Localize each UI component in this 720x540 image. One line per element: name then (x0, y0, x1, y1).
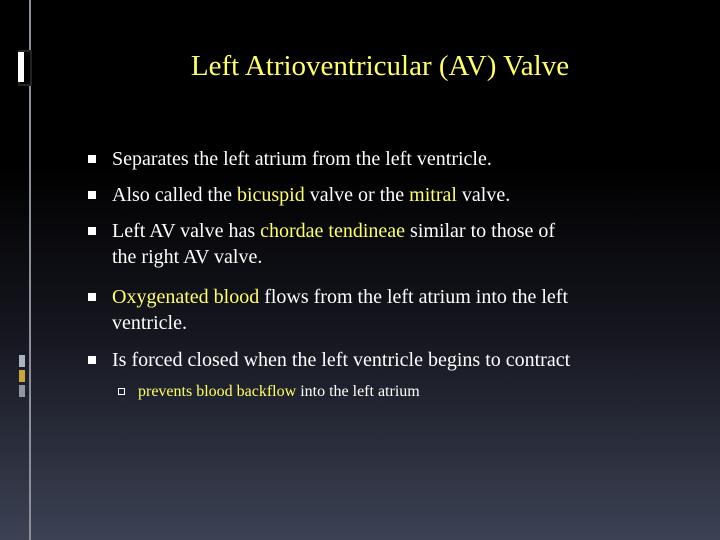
bullet-4 (112, 284, 672, 336)
decorative-block-mid2 (19, 370, 25, 382)
bullet-marker (88, 155, 96, 163)
bullet-3 (112, 218, 672, 270)
sub-bullet-highlight: prevents blood backflow (138, 383, 297, 400)
bullet-4-text-b: ventricle. (112, 312, 187, 334)
bullet-3-text-b: similar to those of (405, 220, 556, 242)
bullet-4-text-a: flows from the left atrium into the left (259, 286, 568, 308)
sub-bullet-marker (118, 388, 125, 395)
bullet-marker (88, 293, 96, 301)
bullet-marker (88, 191, 96, 199)
bullet-5 (112, 347, 672, 373)
decorative-block-top-white (18, 52, 24, 82)
slide-title: Left Atrioventricular (AV) Valve (190, 50, 570, 82)
sub-bullet-text: into the left atrium (296, 383, 420, 400)
bullet-2-highlight-b: mitral (409, 184, 457, 206)
sub-bullet-1 (138, 382, 420, 402)
bullet-3-text-a: Left AV valve has (112, 220, 261, 242)
bullet-2-text-c: valve. (456, 184, 511, 206)
bullet-2-text-a: Also called the (112, 184, 237, 206)
bullet-1 (112, 146, 672, 172)
bullet-4-highlight: Oxygenated blood (112, 286, 260, 308)
decorative-block-mid (19, 355, 25, 367)
bullet-marker (88, 356, 96, 364)
bullet-marker (88, 227, 96, 235)
bullet-2 (112, 182, 672, 208)
bullet-2-text-b: valve or the (304, 184, 410, 206)
bullet-3-highlight: chordae tendineae (260, 220, 406, 242)
bullet-5-text: Is forced closed when the left ventricle begins to contract (112, 349, 571, 371)
bullet-3-text-c: the right AV valve. (112, 246, 263, 268)
bullet-2-highlight-a: bicuspid (236, 184, 305, 206)
decorative-block-mid3 (19, 385, 25, 397)
bullet-1-text: Separates the left atrium from the left ventricle. (112, 148, 492, 170)
